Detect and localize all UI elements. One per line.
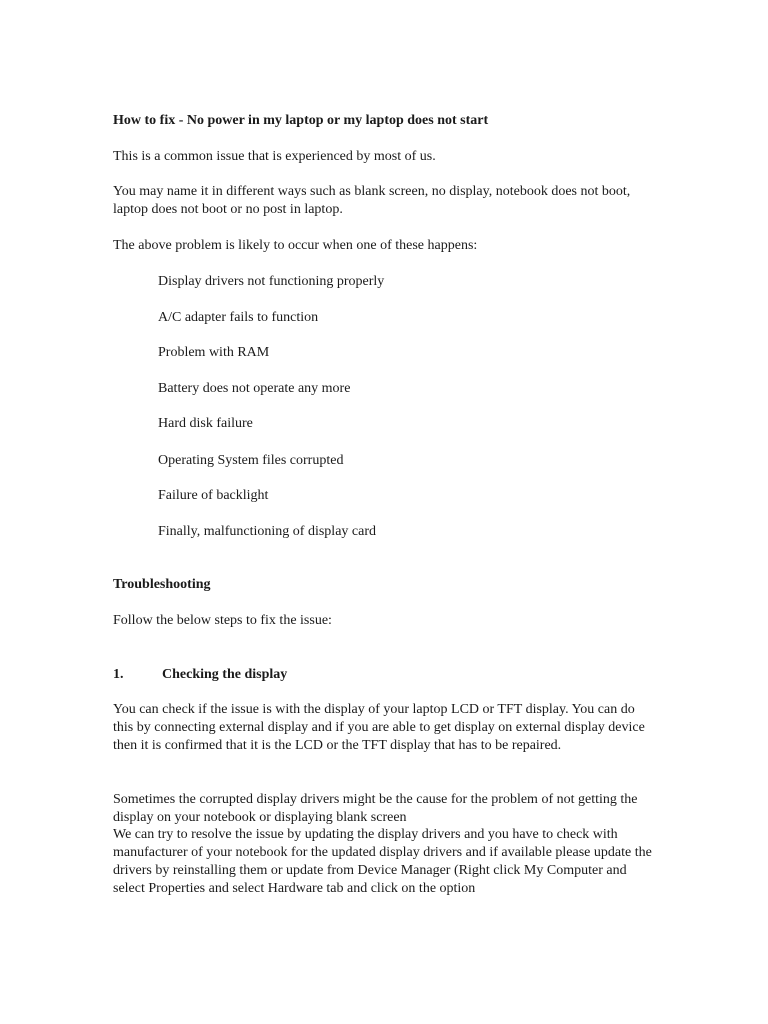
step-heading xyxy=(113,666,287,684)
step-paragraph: You can check if the issue is with the display of your laptop LCD or TFT display. You can do this by connecting external display and if you are able to get display on external display device then it is confirmed that it is the LCD or the TFT display that has to be repaired. xyxy=(113,702,645,753)
step-number: 1. xyxy=(113,667,124,682)
troubleshooting-text: Follow the below steps to fix the issue: xyxy=(113,613,332,628)
step-paragraph: Sometimes the corrupted display drivers might be the cause for the problem of not getting the display on your notebook or displaying blank screen xyxy=(113,792,638,825)
intro-paragraph: The above problem is likely to occur when one of these happens: xyxy=(113,238,478,253)
cause-item: Finally, malfunctioning of display card xyxy=(158,524,376,539)
cause-item: Hard disk failure xyxy=(158,416,253,431)
troubleshooting-heading: Troubleshooting xyxy=(113,577,211,592)
cause-item: Operating System files corrupted xyxy=(158,453,344,468)
cause-item: Battery does not operate any more xyxy=(158,381,351,396)
cause-item: Problem with RAM xyxy=(158,345,270,360)
step-paragraph: We can try to resolve the issue by updating the display drivers and you have to check with manufacturer of your notebook for the updated display drivers and if available please update the drivers by reinstalling them or update from Device Manager (Right click My Computer and select Properties and select Hardware tab and click on the option xyxy=(113,827,652,896)
cause-item: Display drivers not functioning properly xyxy=(158,274,385,289)
cause-item: A/C adapter fails to function xyxy=(158,310,319,325)
intro-paragraph: This is a common issue that is experienced by most of us. xyxy=(113,149,436,164)
step-title: Checking the display xyxy=(162,667,288,682)
cause-item: Failure of backlight xyxy=(158,488,269,503)
document-title: How to fix - No power in my laptop or my laptop does not start xyxy=(113,113,489,128)
intro-paragraph: You may name it in different ways such as blank screen, no display, notebook does not boot, laptop does not boot or no post in laptop. xyxy=(113,184,631,217)
